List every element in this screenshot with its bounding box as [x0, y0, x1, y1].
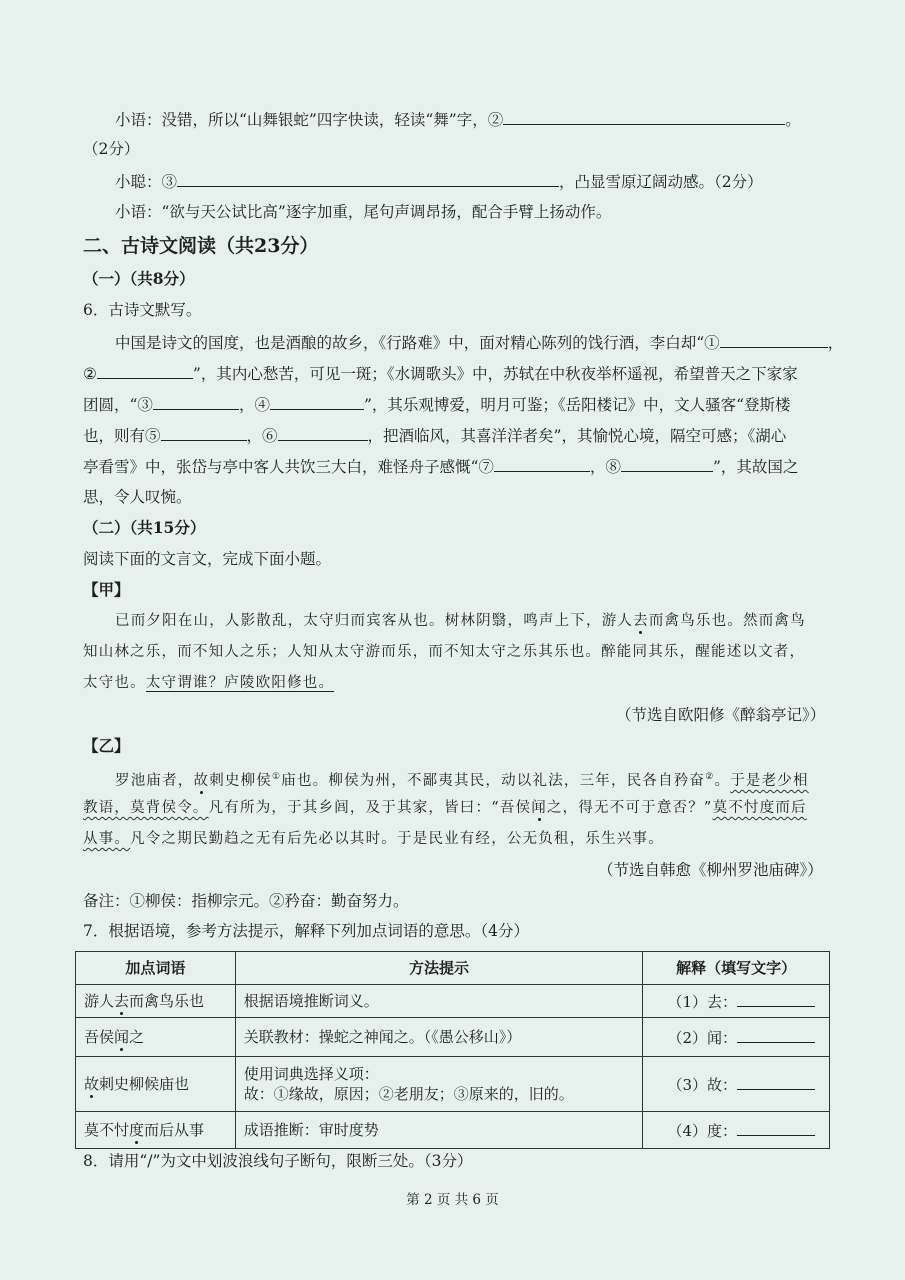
table-cell-hint: 根据语境推断词义。: [235, 985, 642, 1018]
table-cell-word: 莫不忖度而后从事: [76, 1112, 236, 1149]
answer-blank-3[interactable]: [177, 170, 559, 187]
yi-source: （节选自韩愈《柳州罗池庙碑》）: [598, 861, 823, 879]
jia-line-1: 已而夕阳在山，人影散乱，太守归而宾客从也。树林阴翳，鸣声上下，游人去而禽鸟乐也。然而禽鸟: [115, 613, 806, 629]
table-cell-answer: （1）去：: [643, 985, 830, 1018]
table-cell-word: 游人去而禽鸟乐也: [76, 985, 236, 1018]
table-cell-word: 吾侯闻之: [76, 1018, 236, 1057]
q6-line-5: 亭看雪》中，张岱与亭中客人共饮三大白，难怪舟子感慨“⑦ ，⑧ ”，其故国之: [83, 455, 798, 478]
yi-line-2: 教语，莫背侯令。凡有所为，于其乡闾，及于其家，皆曰：“吾侯闻之，得无不可于意否？”莫不忖度而后: [83, 800, 807, 816]
answer-blank-q7-1[interactable]: [737, 990, 815, 1007]
table-header: 解释（填写文字）: [643, 952, 830, 985]
table-header-row: [76, 952, 830, 985]
yi-line-3: 从事。凡令之期民勤趋之无有后先必以其时。于是民业有经，公无负租，乐生兴事。: [83, 831, 664, 847]
page-footer: 第 2 页 共 6 页: [406, 1192, 499, 1208]
answer-blank-q6-5[interactable]: [161, 424, 247, 441]
table-cell-word: 故刺史柳候庙也: [76, 1057, 236, 1112]
reading-intro: 阅读下面的文言文，完成下面小题。: [83, 550, 332, 568]
vocab-table: [75, 951, 830, 1149]
dialog-line-3: 小语：“欲与天公试比高”逐字加重，尾句声调昂扬，配合手臂上扬动作。: [115, 203, 612, 221]
q6-line-4: 也，则有⑤ ，⑥ ，把酒临风，其喜洋洋者矣”，其愉悦心境，隔空可感；《湖心: [83, 424, 786, 447]
answer-blank-q6-7[interactable]: [494, 455, 590, 472]
answer-blank-q6-4[interactable]: [270, 393, 364, 410]
wavy-sentence-2: 教语，莫背侯令。: [83, 800, 209, 816]
notes: 备注：①柳侯：指柳宗元。②矜奋：勤奋努力。: [83, 892, 409, 910]
jia-line-3: 太守也。太守谓谁？庐陵欧阳修也。: [83, 675, 335, 691]
q6-line-6: 思，令人叹惋。: [83, 488, 192, 506]
answer-blank-2[interactable]: [503, 108, 785, 125]
q6-line-2: ② ”，其内心愁苦，可见一斑；《水调歌头》中，苏轼在中秋夜举杯遥视，希望普天之下家家: [83, 362, 798, 385]
table-header: 加点词语: [76, 952, 236, 985]
table-cell-answer: （2）闻：: [643, 1018, 830, 1057]
underlined-sentence: 太守谓谁？庐陵欧阳修也。: [145, 675, 335, 691]
table-cell-answer: （4）度：: [643, 1112, 830, 1149]
table-row: [76, 1112, 830, 1149]
answer-blank-q7-4[interactable]: [737, 1119, 815, 1136]
yi-line-1: 罗池庙者，故刺史柳侯①庙也。柳侯为州，不鄙夷其民，动以礼法，三年，民各自矜奋②。于是老少相: [115, 772, 809, 789]
answer-blank-q6-1[interactable]: [720, 331, 828, 348]
yi-label: 【乙】: [83, 736, 130, 755]
table-row: [76, 1057, 830, 1112]
answer-blank-q6-8[interactable]: [621, 455, 713, 472]
table-header: 方法提示: [235, 952, 642, 985]
jia-label: 【甲】: [83, 580, 130, 599]
answer-blank-q6-3[interactable]: [153, 393, 239, 410]
table-cell-hint: 关联教材：操蛇之神闻之。（《愚公移山》）: [235, 1018, 642, 1057]
dialog-line-2: 小聪：③ ，凸显雪原辽阔动感。（2分）: [115, 170, 763, 193]
answer-blank-q6-6[interactable]: [278, 424, 368, 441]
table-row: [76, 1018, 830, 1057]
q6-line-1: 中国是诗文的国度，也是酒酿的故乡，《行路难》中，面对精心陈列的饯行酒，李白却“① ，: [115, 331, 843, 354]
section-title: 二、古诗文阅读（共23分）: [83, 235, 319, 257]
part-2-heading: （二）（共15分）: [83, 518, 206, 537]
table-cell-hint: 使用词典选择义项： 故：①缘故，原因；②老朋友；③原来的，旧的。: [235, 1057, 642, 1112]
table-row: [76, 985, 830, 1018]
question-6-title: 6．古诗文默写。: [83, 301, 202, 319]
wavy-sentence-4: 从事。: [83, 831, 131, 847]
table-cell-answer: （3）故：: [643, 1057, 830, 1112]
question-8: 8．请用“/”为文中划波浪线句子断句，限断三处。（3分）: [83, 1152, 473, 1170]
dialog-line-1-score: （2分）: [83, 140, 140, 158]
question-7: 7．根据语境，参考方法提示，解释下列加点词语的意思。（4分）: [83, 922, 529, 940]
q6-line-3: 团圆，“③ ，④ ”，其乐观博爱，明月可鉴；《岳阳楼记》中，文人骚客“登斯楼: [83, 393, 791, 416]
answer-blank-q6-2[interactable]: [97, 362, 193, 379]
wavy-sentence-3: 莫不忖度而后: [712, 800, 807, 816]
dialog-line-1: 小语：没错，所以“山舞银蛇”四字快读，轻读“舞”字，② 。: [115, 108, 801, 131]
wavy-sentence-1: 于是老少相: [730, 772, 809, 789]
answer-blank-q7-3[interactable]: [737, 1073, 815, 1090]
jia-line-2: 知山林之乐，而不知人之乐；人知从太守游而乐，而不知太守之乐其乐也。醉能同其乐，醒能述以文者，: [83, 644, 806, 660]
jia-source: （节选自欧阳修《醉翁亭记》）: [616, 706, 826, 724]
part-1-heading: （一）（共8分）: [83, 269, 195, 288]
table-cell-hint: 成语推断：审时度势: [235, 1112, 642, 1149]
answer-blank-q7-2[interactable]: [737, 1026, 815, 1043]
